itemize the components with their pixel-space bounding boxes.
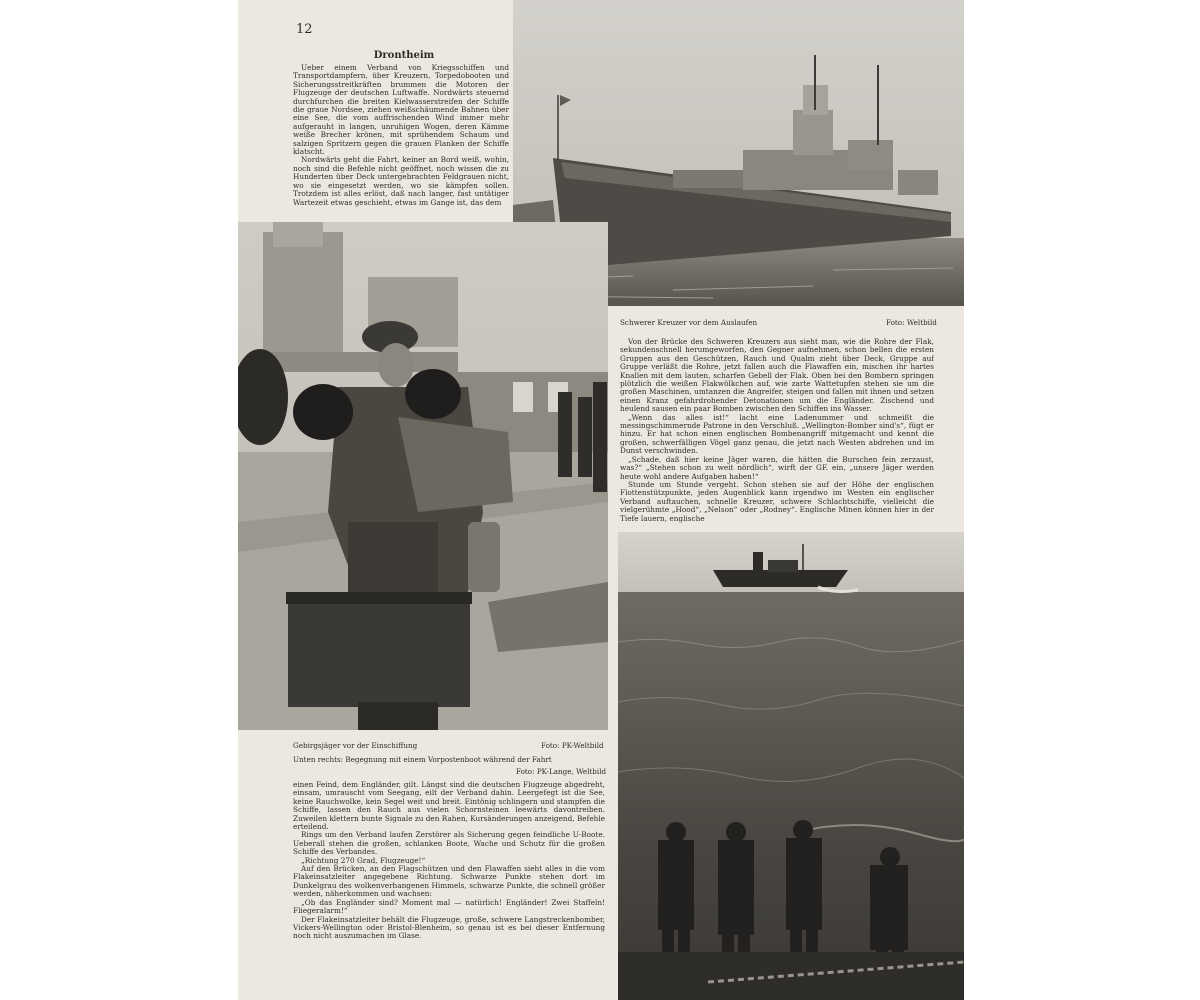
paragraph: Nordwärts geht die Fahrt, keiner an Bord weiß, wohin, noch sind die Befehle nicht geöffnet, noch wissen die zu Hunderten über Deck untergebrachten Feldgrauen nicht, wo sie eingesetzt werden, wo sie kämpfen sollen. Trotzdem ist alles erlöst, daß nach langer, fast untätiger Wartezeit etwas geschieht, etwas im Gange ist, das dem (293, 155, 509, 207)
magazine-page (238, 0, 964, 1000)
paragraph: Stunde um Stunde vergeht. Schon stehen sie auf der Höhe der englischen Flottenstützpunkte, jeden Augenblick kann irgendwo im Westen ein englischer Verband auftauchen, schnelle Kreuzer, schwere Schlachtschiffe, vielleicht die vielgerühmte „Hood“, „Nelson“ oder „Rodney“. Englische Minen können hier in der Tiefe lauern, englische (620, 479, 934, 523)
caption-patrol-boat: Unten rechts: Begegnung mit einem Vorpostenboot während der Fahrt (293, 755, 552, 764)
paragraph: Rings um den Verband laufen Zerstörer als Sicherung gegen feindliche U-Boote. Ueberall stehen die großen, schlanken Boote, Wache und Schutz für die großen Schiffe des Verbandes. (293, 830, 605, 857)
article-title: Drontheim (373, 50, 435, 61)
paragraph: einen Feind, dem Engländer, gilt. Längst sind die deutschen Flugzeuge abgedreht, einsam, umrauscht vom Seegang, eilt der Verband dahin. Leergefegt ist die See, keine Rauchwolke, kein Segel weit und breit. Eintönig schlingern und stampfen die Schiffe, lassen den Rauch aus vielen Schornsteinen leewärts davontreiben. Zuweilen klettern bunte Signale zu den Rahen, Kursänderungen anzeigend, Befehle erteilend. (293, 781, 605, 832)
paragraph: Der Flakeinsatzleiter behält die Flugzeuge, große, schwere Langstreckenbomber, Vickers-Wellington oder Bristol-Blenheim, so genau ist es bei dieser Entfernung noch nicht auszumachen im Glase. (293, 914, 605, 941)
paragraph: Ueber einem Verband von Kriegsschiffen und Transportdampfern, über Kreuzern, Torpedobooten und Sicherungsstreitkräften brummen die Motoren der Flugzeuge der deutschen Luftwaffe. Nordwärts steuernd durchfurchen die breiten Kielwasserstreifen der Schiffe die graue Nordsee, ziehen weißschäumende Bahnen über eine See, die vom auffrischenden Wind immer mehr aufgerauht in langen, unruhigen Wogen, deren Kämme weiße Brecher krönen, mit sprühendem Schaum und salzigen Spritzern gegen die grauen Flanken der Schiffe klatscht. (293, 64, 509, 157)
patrol-boat-photo (618, 532, 964, 1000)
credit-patrol-boat: Foto: PK-Lange, Weltbild (516, 767, 607, 776)
article-column-2 (293, 781, 605, 949)
credit-mountain-troops: Foto: PK-Weltbild (541, 741, 604, 750)
page-number: 12 (296, 22, 313, 37)
caption-heavy-cruiser: Schwerer Kreuzer vor dem Auslaufen (620, 318, 758, 327)
caption-mountain-troops: Gebirgsjäger vor der Einschiffung (293, 741, 418, 750)
paragraph: „Richtung 270 Grad, Flugzeuge!“ (301, 855, 426, 865)
paragraph: „Ob das Engländer sind? Moment mal — natürlich! Engländer! Zwei Staffeln! Fliegeralarm!“ (293, 897, 605, 916)
mountain-troops-photo (238, 222, 608, 730)
article-column-1 (293, 64, 509, 220)
paragraph: „Wenn das alles ist!“ lacht eine Ladenummer und schmeißt die messingschimmernde Patrone in den Verschluß. „Wellington-Bomber sind's“, fügt er hinzu. Er hat schon einen englischen Bombenangriff mitgemacht und kennt die großen, schwerfälligen Vögel ganz genau, die jetzt nach Westen abdrehen und im Dunst verschwinden. (620, 412, 934, 456)
credit-heavy-cruiser: Foto: Weltbild (886, 318, 937, 327)
paragraph: „Schade, daß hier keine Jäger waren, die hätten die Burschen fein zerzaust, was?“ „Stehen schon zu weit nördlich“, wirft der GF. ein, „unsere Jäger werden heute wohl andere Aufgaben haben!“ (620, 454, 934, 481)
article-column-3 (620, 338, 934, 526)
paragraph: Von der Brücke des Schweren Kreuzers aus sieht man, wie die Rohre der Flak, sekundenschnell herumgeworfen, den Gegner aufnehmen, schon bellen die ersten Gruppen aus den Geschützen, Rauch und Qualm zieht über Deck, Gruppe auf Gruppe verläßt die Rohre, jetzt fallen auch die Flawaffen ein, mischen ihr hartes Knallen mit dem lauten, scharfen Gebell der Flak. Oben bei den Bombern springen plötzlich die weißen Flakwölkchen auf, wie zarte Wattetupfen stehen sie um die großen Maschinen, umtanzen die Angreifer, steigen und fallen mit ihnen und setzen einen Kranz gefahrdrohender Detonationen um die Engländer. Zischend und heulend sausen ein paar Bomben zwischen den Schiffen ins Wasser. (620, 338, 934, 414)
paragraph: Auf den Brücken, an den Flagschützen und den Flawaffen sieht alles in die vom Flakeinsatzleiter angegebene Richtung. Schwarze Punkte stehen dort im Dunkelgrau des wolkenverhangenen Himmels, schwarze Punkte, die schnell größer werden, näherkommen und wachsen: (293, 864, 605, 899)
